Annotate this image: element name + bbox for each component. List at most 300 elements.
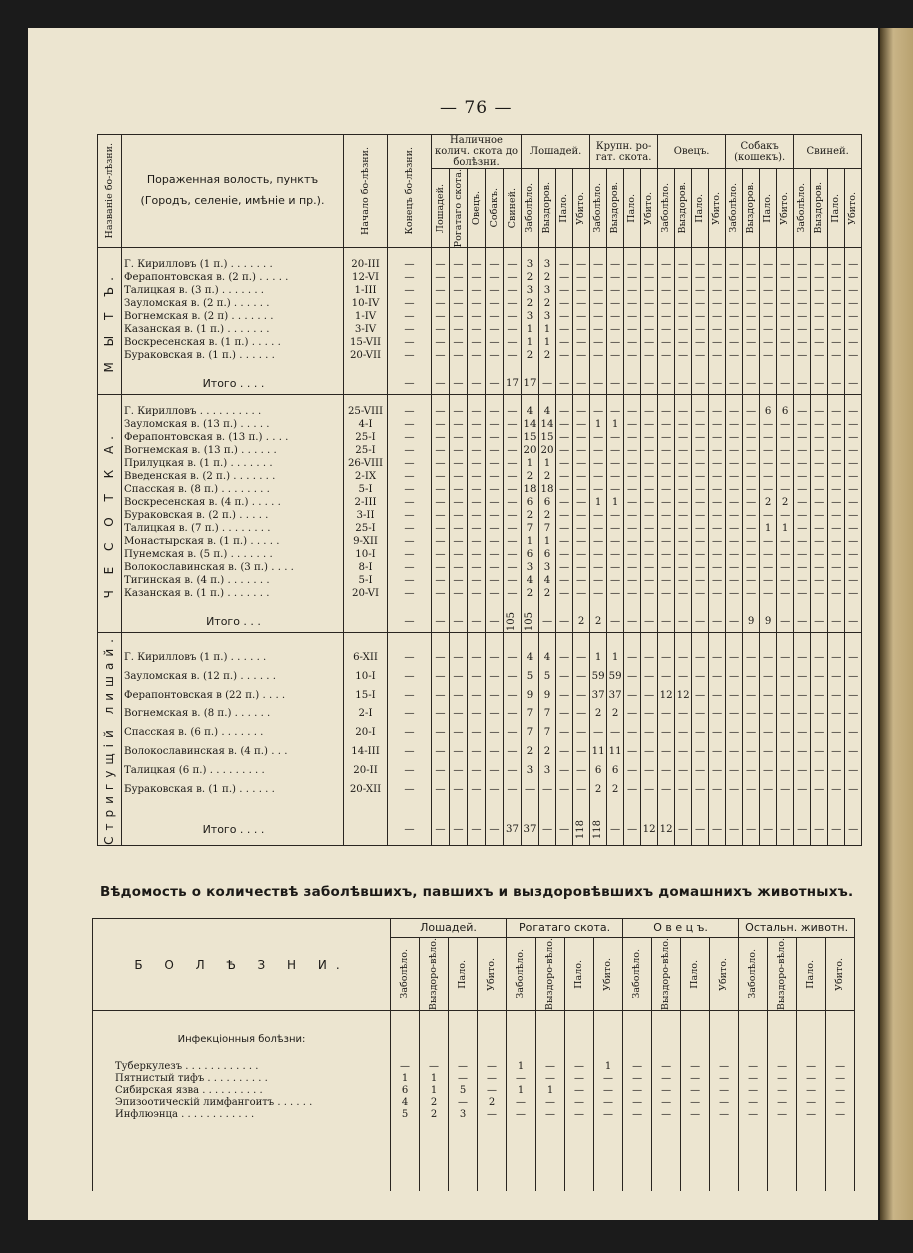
value-cell: — bbox=[811, 470, 828, 483]
value-cell: 59 bbox=[590, 667, 607, 686]
value-cell: — bbox=[743, 310, 760, 323]
value-cell: — bbox=[797, 1097, 826, 1109]
value-cell: — bbox=[388, 780, 432, 799]
value-cell: — bbox=[828, 686, 845, 705]
value-cell: — bbox=[739, 1109, 768, 1121]
value-cell: — bbox=[486, 431, 504, 444]
value-cell: — bbox=[468, 336, 486, 349]
value-cell: — bbox=[536, 1073, 565, 1085]
spacer-cell bbox=[420, 1011, 449, 1034]
spacer-cell bbox=[641, 395, 658, 406]
value-cell: — bbox=[726, 761, 743, 780]
value-cell: — bbox=[675, 431, 692, 444]
value-cell: — bbox=[641, 405, 658, 418]
value-cell: — bbox=[709, 470, 726, 483]
value-cell: — bbox=[681, 1085, 710, 1097]
value-cell: — bbox=[794, 522, 811, 535]
value-cell: — bbox=[658, 444, 675, 457]
table-row bbox=[98, 587, 862, 600]
value-cell: — bbox=[590, 284, 607, 297]
summary-sub-label: Заболѣло. bbox=[399, 949, 411, 999]
value-cell: — bbox=[468, 780, 486, 799]
value-cell: 6 bbox=[391, 1085, 420, 1097]
spacer-cell bbox=[478, 1047, 507, 1061]
spacer-cell bbox=[450, 600, 468, 610]
location-cell: Воскресенская в. (1 п.) . . . . . bbox=[122, 336, 344, 349]
value-cell: 2 bbox=[522, 509, 539, 522]
value-cell: — bbox=[624, 548, 641, 561]
value-cell: — bbox=[486, 522, 504, 535]
value-cell: — bbox=[743, 444, 760, 457]
spacer-cell bbox=[449, 1047, 478, 1061]
value-cell: 37 bbox=[522, 813, 539, 846]
value-cell: — bbox=[432, 496, 450, 509]
summary-sub-header bbox=[681, 938, 710, 1011]
value-cell: — bbox=[573, 470, 590, 483]
location-cell: Зауломская в. (13 п.) . . . . . bbox=[122, 418, 344, 431]
value-cell: 5 bbox=[449, 1085, 478, 1097]
spacer-cell bbox=[652, 1047, 681, 1061]
value-cell: — bbox=[692, 310, 709, 323]
value-cell: — bbox=[432, 457, 450, 470]
value-cell: — bbox=[573, 509, 590, 522]
value-cell: 2 bbox=[522, 587, 539, 600]
table-row bbox=[98, 483, 862, 496]
value-cell: — bbox=[641, 780, 658, 799]
value-cell: — bbox=[450, 648, 468, 667]
spacer-cell bbox=[93, 1047, 391, 1061]
value-cell: — bbox=[658, 271, 675, 284]
col-start bbox=[344, 135, 388, 248]
value-cell: — bbox=[388, 610, 432, 633]
value-cell: — bbox=[486, 336, 504, 349]
spacer-cell bbox=[826, 1121, 855, 1191]
value-cell: — bbox=[777, 284, 794, 297]
value-cell: — bbox=[432, 418, 450, 431]
value-cell: — bbox=[388, 813, 432, 846]
value-cell: — bbox=[388, 323, 432, 336]
sub-header bbox=[692, 169, 709, 248]
value-cell: — bbox=[726, 431, 743, 444]
value-cell: — bbox=[826, 1109, 855, 1121]
value-cell: 15 bbox=[522, 431, 539, 444]
spacer-cell bbox=[507, 1047, 536, 1061]
value-cell: — bbox=[692, 704, 709, 723]
value-cell: — bbox=[675, 522, 692, 535]
summary-sub-header bbox=[565, 938, 594, 1011]
value-cell: — bbox=[450, 431, 468, 444]
value-cell: — bbox=[760, 310, 777, 323]
value-cell: — bbox=[450, 667, 468, 686]
table-row bbox=[98, 323, 862, 336]
spacer-cell bbox=[624, 248, 641, 259]
sub-header-label: Заболѣло. bbox=[592, 183, 604, 233]
spacer-cell bbox=[624, 633, 641, 648]
summary-sub-label: Выздоро-вѣло. bbox=[776, 938, 788, 1011]
value-cell: — bbox=[709, 336, 726, 349]
value-cell: — bbox=[692, 297, 709, 310]
summary-disease-table bbox=[92, 918, 855, 1191]
value-cell: — bbox=[658, 297, 675, 310]
value-cell: — bbox=[556, 574, 573, 587]
sub-header bbox=[726, 169, 743, 248]
value-cell: 2 bbox=[539, 349, 556, 362]
total-value: 118 bbox=[574, 819, 586, 839]
value-cell: 2 bbox=[760, 496, 777, 509]
value-cell: — bbox=[794, 561, 811, 574]
spacer-cell bbox=[590, 799, 607, 813]
value-cell: — bbox=[768, 1097, 797, 1109]
value-cell: 1 bbox=[391, 1073, 420, 1085]
location-cell: Ферапонтовская в. (2 п.) . . . . . bbox=[122, 271, 344, 284]
value-cell: — bbox=[760, 742, 777, 761]
value-cell: — bbox=[590, 310, 607, 323]
section-label: Стригущій лишай. bbox=[102, 633, 116, 846]
value-cell: — bbox=[826, 1073, 855, 1085]
spacer-cell bbox=[794, 799, 811, 813]
value-cell: — bbox=[658, 704, 675, 723]
value-cell: — bbox=[486, 561, 504, 574]
spacer-cell bbox=[743, 362, 760, 372]
value-cell: — bbox=[726, 780, 743, 799]
spacer-cell bbox=[828, 600, 845, 610]
location-cell: Бураковская в. (1 п.) . . . . . . bbox=[122, 349, 344, 362]
value-cell: — bbox=[450, 561, 468, 574]
value-cell: 2 bbox=[573, 610, 590, 633]
value-cell: — bbox=[845, 496, 862, 509]
value-cell: — bbox=[710, 1085, 739, 1097]
value-cell: — bbox=[811, 723, 828, 742]
value-cell: — bbox=[432, 336, 450, 349]
value-cell: — bbox=[624, 444, 641, 457]
value-cell: — bbox=[726, 483, 743, 496]
location-cell: Тигинская в. (4 п.) . . . . . . . bbox=[122, 574, 344, 587]
table-row bbox=[93, 1085, 855, 1097]
value-cell: — bbox=[536, 1097, 565, 1109]
value-cell: — bbox=[450, 813, 468, 846]
value-cell: — bbox=[468, 574, 486, 587]
value-cell: — bbox=[743, 535, 760, 548]
value-cell: — bbox=[507, 1109, 536, 1121]
value-cell: — bbox=[828, 310, 845, 323]
spacer-cell bbox=[777, 799, 794, 813]
sub-header-label: Лошадей. bbox=[434, 183, 446, 233]
spacer-row bbox=[98, 600, 862, 610]
value-cell: — bbox=[556, 813, 573, 846]
value-cell: — bbox=[573, 496, 590, 509]
value-cell: — bbox=[388, 310, 432, 323]
value-cell: — bbox=[504, 742, 522, 761]
spacer-cell bbox=[468, 362, 486, 372]
value-cell: — bbox=[658, 780, 675, 799]
value-cell: — bbox=[468, 483, 486, 496]
col-disease-label: Названіе бо-лѣзни. bbox=[103, 143, 115, 239]
value-cell: — bbox=[623, 1061, 652, 1073]
value-cell: — bbox=[607, 284, 624, 297]
spacer-cell bbox=[710, 1121, 739, 1191]
location-cell: Волокославинская в. (4 п.) . . . bbox=[122, 742, 344, 761]
value-cell: 1 bbox=[522, 535, 539, 548]
value-cell: — bbox=[726, 405, 743, 418]
value-cell: — bbox=[726, 742, 743, 761]
value-cell: 2 bbox=[590, 704, 607, 723]
value-cell: — bbox=[658, 667, 675, 686]
spacer-cell bbox=[652, 1121, 681, 1191]
value-cell: 2 bbox=[522, 271, 539, 284]
value-cell: — bbox=[675, 336, 692, 349]
total-row bbox=[98, 610, 862, 633]
value-cell: — bbox=[388, 667, 432, 686]
value-cell: — bbox=[468, 610, 486, 633]
value-cell: — bbox=[590, 444, 607, 457]
spacer-cell bbox=[797, 1047, 826, 1061]
spacer-cell bbox=[777, 633, 794, 648]
value-cell: — bbox=[388, 258, 432, 271]
value-cell: — bbox=[504, 723, 522, 742]
value-cell: — bbox=[692, 483, 709, 496]
spacer-cell bbox=[692, 799, 709, 813]
location-cell: Волокославинская в. (3 п.) . . . . bbox=[122, 561, 344, 574]
value-cell: — bbox=[388, 522, 432, 535]
value-cell: — bbox=[432, 723, 450, 742]
spacer-cell bbox=[828, 799, 845, 813]
value-cell: 6 bbox=[539, 496, 556, 509]
value-cell: — bbox=[760, 535, 777, 548]
spacer-cell bbox=[641, 600, 658, 610]
value-cell: — bbox=[845, 686, 862, 705]
value-cell: — bbox=[743, 686, 760, 705]
value-cell: 14 bbox=[522, 418, 539, 431]
value-cell: — bbox=[828, 780, 845, 799]
spacer-cell bbox=[122, 799, 344, 813]
value-cell: — bbox=[623, 1109, 652, 1121]
value-cell: — bbox=[504, 284, 522, 297]
value-cell: — bbox=[726, 284, 743, 297]
value-cell: — bbox=[468, 431, 486, 444]
value-cell: — bbox=[760, 457, 777, 470]
location-cell: Казанская в. (1 п.) . . . . . . . bbox=[122, 587, 344, 600]
value-cell: 1 bbox=[607, 648, 624, 667]
spacer-cell bbox=[710, 1033, 739, 1047]
value-cell: 18 bbox=[522, 483, 539, 496]
spacer-cell bbox=[450, 248, 468, 259]
value-cell: — bbox=[828, 723, 845, 742]
value-cell: — bbox=[658, 723, 675, 742]
value-cell: 2 bbox=[522, 297, 539, 310]
value-cell: — bbox=[828, 431, 845, 444]
value-cell: — bbox=[743, 587, 760, 600]
value-cell: — bbox=[828, 496, 845, 509]
value-cell: 3 bbox=[522, 310, 539, 323]
summary-sub-header bbox=[768, 938, 797, 1011]
value-cell: — bbox=[590, 483, 607, 496]
value-cell: — bbox=[845, 271, 862, 284]
value-cell: — bbox=[652, 1109, 681, 1121]
start-date-cell: 2-I bbox=[344, 704, 388, 723]
value-cell: — bbox=[675, 444, 692, 457]
sub-header-label: Выздоров. bbox=[813, 182, 825, 234]
summary-sub-header bbox=[449, 938, 478, 1011]
location-cell: Талицкая в. (3 п.) . . . . . . . bbox=[122, 284, 344, 297]
value-cell: — bbox=[556, 780, 573, 799]
value-cell: — bbox=[692, 418, 709, 431]
value-cell: — bbox=[504, 323, 522, 336]
value-cell: 1 bbox=[522, 457, 539, 470]
value-cell: — bbox=[777, 372, 794, 395]
spacer-cell bbox=[522, 799, 539, 813]
start-date-cell: 26-VIII bbox=[344, 457, 388, 470]
spacer-cell bbox=[794, 248, 811, 259]
value-cell: — bbox=[743, 509, 760, 522]
value-cell: — bbox=[504, 418, 522, 431]
value-cell: — bbox=[450, 723, 468, 742]
value-cell: — bbox=[828, 483, 845, 496]
value-cell: — bbox=[811, 323, 828, 336]
spacer-cell bbox=[432, 395, 450, 406]
value-cell: — bbox=[811, 548, 828, 561]
spacer-cell bbox=[760, 633, 777, 648]
value-cell: — bbox=[828, 561, 845, 574]
spacer-cell bbox=[344, 395, 388, 406]
value-cell: — bbox=[811, 610, 828, 633]
start-date-cell: 20-XII bbox=[344, 780, 388, 799]
value-cell: — bbox=[624, 780, 641, 799]
value-cell: — bbox=[432, 761, 450, 780]
spacer-cell bbox=[388, 248, 432, 259]
summary-sub-label: Убито. bbox=[718, 957, 730, 991]
value-cell: — bbox=[504, 522, 522, 535]
value-cell: — bbox=[709, 548, 726, 561]
value-cell: 11 bbox=[607, 742, 624, 761]
value-cell: — bbox=[486, 310, 504, 323]
spacer-cell bbox=[486, 600, 504, 610]
value-cell: — bbox=[432, 648, 450, 667]
col-location-sublabel: (Городъ, селеніе, имѣніе и пр.). bbox=[140, 194, 325, 208]
table-row bbox=[98, 522, 862, 535]
value-cell bbox=[573, 813, 590, 846]
value-cell: — bbox=[845, 258, 862, 271]
value-cell: — bbox=[573, 648, 590, 667]
spacer-cell bbox=[122, 248, 344, 259]
value-cell: — bbox=[590, 349, 607, 362]
spacer-cell bbox=[777, 395, 794, 406]
value-cell: — bbox=[658, 470, 675, 483]
disease-name: Туберкулезъ . . . . . . . . . . . . bbox=[93, 1061, 391, 1073]
value-cell: 2 bbox=[478, 1097, 507, 1109]
value-cell: 2 bbox=[777, 496, 794, 509]
spacer-cell bbox=[768, 1047, 797, 1061]
value-cell: — bbox=[658, 522, 675, 535]
value-cell: — bbox=[726, 271, 743, 284]
value-cell: 4 bbox=[539, 648, 556, 667]
value-cell: — bbox=[556, 483, 573, 496]
spacer-cell bbox=[658, 600, 675, 610]
sub-header-label: Заболѣло. bbox=[660, 183, 672, 233]
spacer-cell bbox=[658, 799, 675, 813]
value-cell: — bbox=[675, 258, 692, 271]
spacer-cell bbox=[743, 799, 760, 813]
spacer-cell bbox=[556, 633, 573, 648]
value-cell: — bbox=[710, 1073, 739, 1085]
table-row bbox=[98, 667, 862, 686]
value-cell: — bbox=[794, 323, 811, 336]
value-cell: — bbox=[710, 1061, 739, 1073]
summary-sub-label: Пало. bbox=[573, 959, 585, 989]
value-cell: — bbox=[641, 561, 658, 574]
value-cell: — bbox=[504, 431, 522, 444]
value-cell: — bbox=[641, 574, 658, 587]
start-date-cell: 12-VI bbox=[344, 271, 388, 284]
summary-sub-header bbox=[826, 938, 855, 1011]
spacer-cell bbox=[539, 633, 556, 648]
value-cell: — bbox=[432, 780, 450, 799]
value-cell: — bbox=[573, 483, 590, 496]
sub-header bbox=[709, 169, 726, 248]
value-cell: — bbox=[794, 780, 811, 799]
value-cell: — bbox=[760, 648, 777, 667]
value-cell: — bbox=[573, 704, 590, 723]
value-cell: — bbox=[845, 813, 862, 846]
value-cell: — bbox=[388, 444, 432, 457]
value-cell: — bbox=[432, 310, 450, 323]
value-cell: — bbox=[777, 610, 794, 633]
value-cell: 1 bbox=[607, 496, 624, 509]
table-row bbox=[98, 761, 862, 780]
spacer-cell bbox=[420, 1033, 449, 1047]
value-cell: — bbox=[828, 667, 845, 686]
spacer-cell bbox=[652, 1033, 681, 1047]
value-cell: — bbox=[794, 444, 811, 457]
start-date-cell: 25-VIII bbox=[344, 405, 388, 418]
location-cell: Монастырская в. (1 п.) . . . . . bbox=[122, 535, 344, 548]
location-cell: Ферапонтовская в (22 п.) . . . . bbox=[122, 686, 344, 705]
value-cell: — bbox=[845, 535, 862, 548]
value-cell: — bbox=[641, 444, 658, 457]
value-cell: — bbox=[432, 522, 450, 535]
value-cell: — bbox=[388, 405, 432, 418]
spacer-cell bbox=[709, 633, 726, 648]
disease-header: Б О Л Ѣ З Н И. bbox=[93, 919, 391, 1011]
spacer-cell bbox=[760, 362, 777, 372]
value-cell: — bbox=[675, 813, 692, 846]
value-cell: — bbox=[641, 522, 658, 535]
spacer-cell bbox=[726, 248, 743, 259]
spacer-cell bbox=[794, 395, 811, 406]
value-cell: — bbox=[675, 723, 692, 742]
value-cell: — bbox=[692, 535, 709, 548]
value-cell: — bbox=[486, 496, 504, 509]
value-cell: — bbox=[743, 742, 760, 761]
spacer-cell bbox=[450, 362, 468, 372]
spacer-cell bbox=[565, 1033, 594, 1047]
value-cell: — bbox=[794, 431, 811, 444]
value-cell: — bbox=[811, 561, 828, 574]
table-row bbox=[98, 297, 862, 310]
value-cell: — bbox=[777, 742, 794, 761]
value-cell: — bbox=[504, 535, 522, 548]
value-cell: — bbox=[692, 457, 709, 470]
value-cell: — bbox=[468, 522, 486, 535]
spacer-cell bbox=[565, 1011, 594, 1034]
value-cell: — bbox=[709, 258, 726, 271]
start-date-cell: 6-XII bbox=[344, 648, 388, 667]
value-cell: — bbox=[641, 457, 658, 470]
value-cell: — bbox=[388, 284, 432, 297]
spacer-cell bbox=[504, 248, 522, 259]
value-cell: — bbox=[811, 297, 828, 310]
value-cell: — bbox=[811, 535, 828, 548]
value-cell: — bbox=[658, 284, 675, 297]
